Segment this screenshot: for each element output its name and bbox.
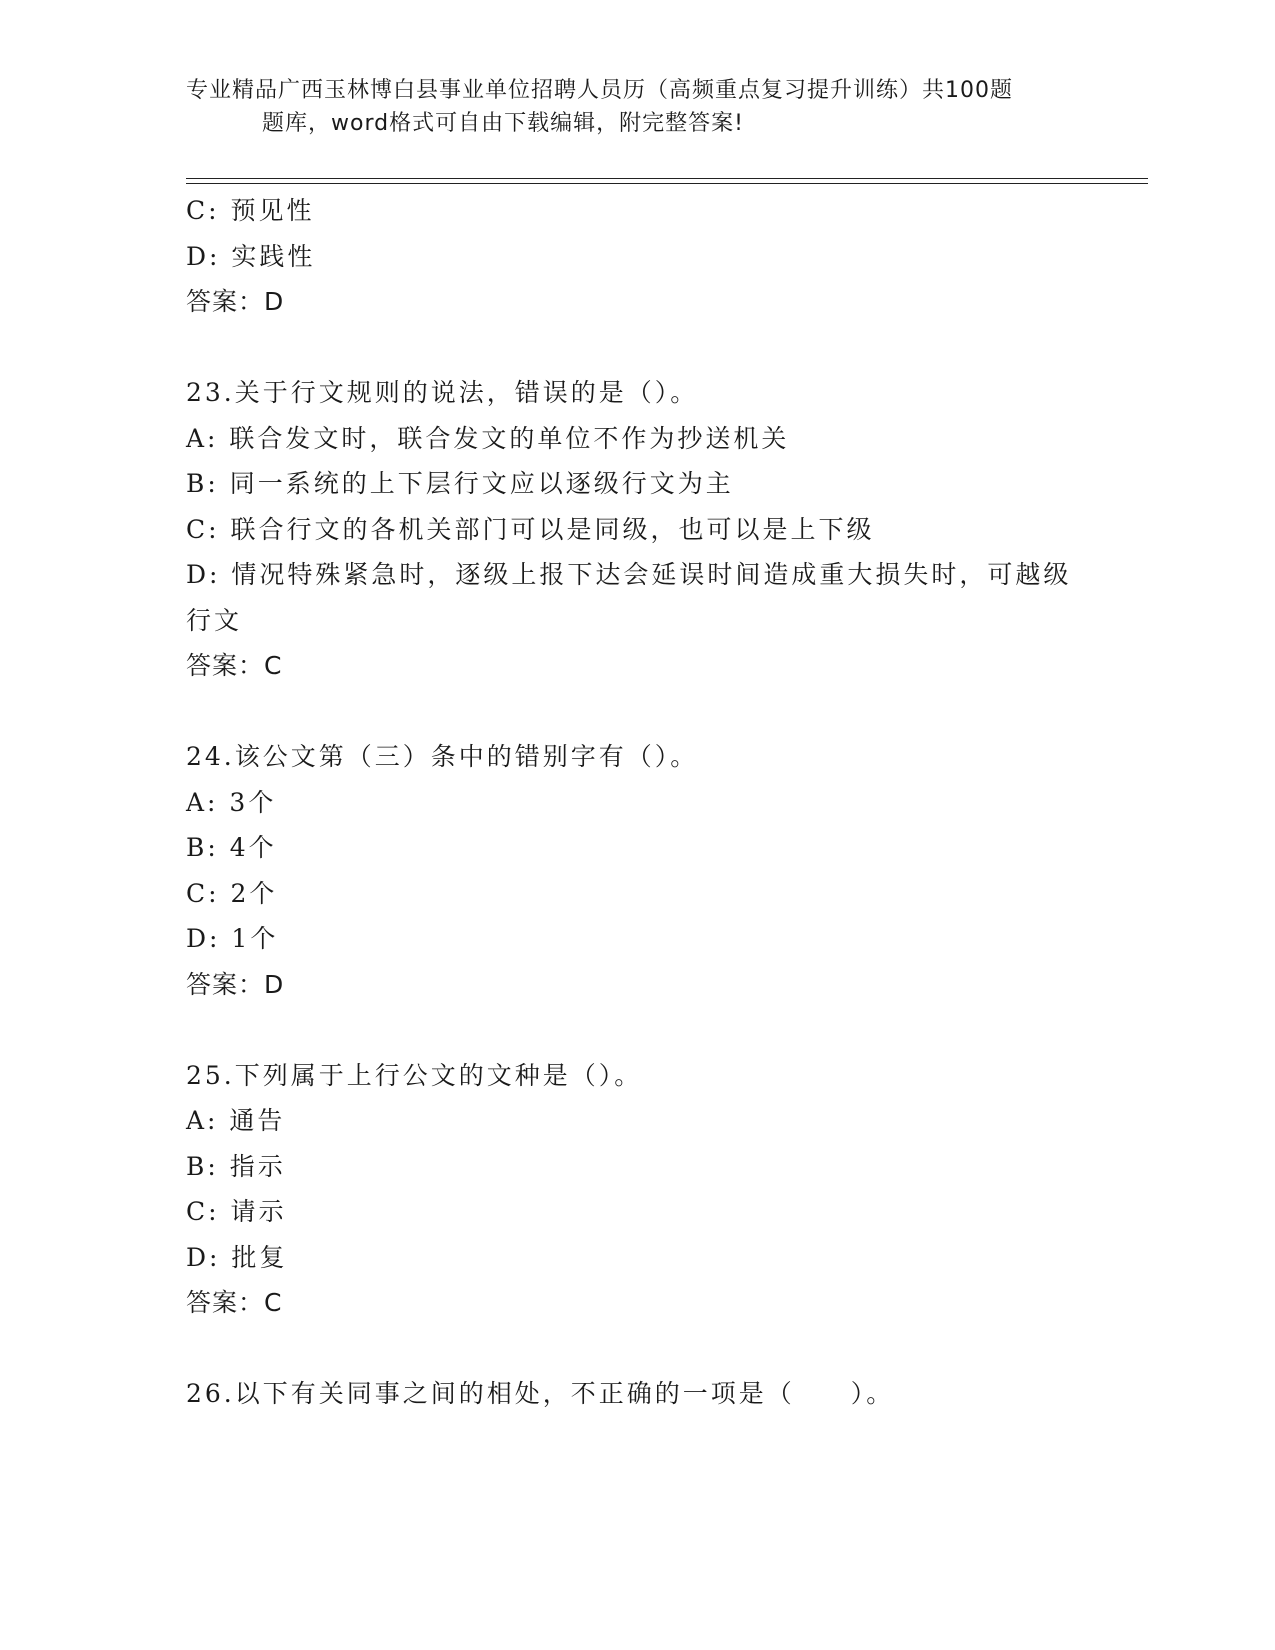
option-d: D: 批复 [186, 1242, 288, 1272]
document-body [186, 188, 1086, 1417]
option-d: D: 情况特殊紧急时，逐级上报下达会延误时间造成重大损失时，可越级行文 [186, 560, 1072, 635]
option-c: C: 2个 [186, 878, 278, 908]
option-d: D: 实践性 [186, 241, 316, 271]
option-c: C: 联合行文的各机关部门可以是同级，也可以是上下级 [186, 514, 875, 544]
question-stem: 26.以下有关同事之间的相处，不正确的一项是（ ）。 [186, 1379, 895, 1408]
answer-line: 答案：D [186, 969, 285, 999]
document-header [186, 74, 1086, 140]
option-a: A: 3个 [186, 787, 277, 817]
option-a: A: 通告 [186, 1106, 286, 1135]
spacer [186, 1007, 1086, 1053]
header-rule-top [186, 178, 1148, 179]
header-title-line2: 题库，word格式可自由下载编辑，附完整答案! [262, 111, 744, 136]
question-stem: 23.关于行文规则的说法，错误的是（）。 [186, 378, 699, 407]
option-b: B: 指示 [186, 1151, 286, 1181]
option-c: C: 请示 [186, 1197, 287, 1226]
option-b: B: 同一系统的上下层行文应以逐级行文为主 [186, 469, 734, 498]
option-a: A: 联合发文时，联合发文的单位不作为抄送机关 [186, 423, 790, 453]
option-d: D: 1个 [186, 924, 279, 953]
spacer [186, 325, 1086, 371]
spacer [186, 1326, 1086, 1372]
answer-line: 答案：D [186, 287, 285, 316]
option-c: C: 预见性 [186, 196, 315, 225]
answer-line: 答案：C [186, 651, 283, 680]
question-25 [186, 1053, 1086, 1326]
question-26 [186, 1371, 1086, 1417]
question-22-continued [186, 188, 1086, 325]
answer-line: 答案：C [186, 1288, 283, 1317]
option-b: B: 4个 [186, 833, 277, 862]
question-stem: 24.该公文第（三）条中的错别字有（）。 [186, 742, 699, 771]
question-24 [186, 734, 1086, 1007]
question-stem: 25.下列属于上行公文的文种是（）。 [186, 1060, 643, 1090]
header-rule-bottom [186, 183, 1148, 184]
spacer [186, 689, 1086, 735]
question-23 [186, 370, 1086, 689]
header-title-line1: 专业精品广西玉林博白县事业单位招聘人员历（高频重点复习提升训练）共100题 [186, 78, 1013, 103]
